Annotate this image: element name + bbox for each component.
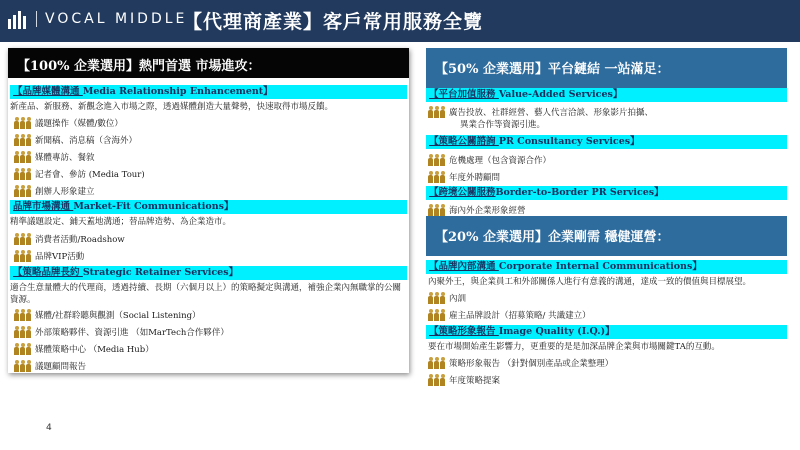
people-icon bbox=[428, 292, 445, 304]
list-item: 媒體策略中心 （Media Hub） bbox=[14, 340, 154, 357]
section-media-relations: 【品牌媒體溝通 Media Relationship Enhancement】 bbox=[10, 85, 407, 99]
list-item: 海內外企業形象經營 bbox=[428, 201, 526, 218]
list-item: 年度外聘顧問 bbox=[428, 168, 500, 185]
right-panel bbox=[426, 48, 787, 396]
left-panel bbox=[8, 48, 409, 373]
list-item: 品牌VIP活動 bbox=[14, 247, 84, 264]
platform-services-body bbox=[426, 88, 787, 216]
section-strategic-retainer: 【策略品牌長約 Strategic Retainer Services】 bbox=[10, 266, 407, 280]
brand-logo bbox=[8, 9, 187, 29]
list-item: 異業合作等資源引進。 bbox=[460, 120, 546, 130]
people-icon bbox=[14, 326, 31, 338]
section-pr-consultancy: 【策略公關諮詢 PR Consultancy Services】 bbox=[426, 135, 787, 149]
people-icon bbox=[428, 154, 445, 166]
right-panel-title-operations: 【20% 企業選用】企業剛需 穩健運營： bbox=[426, 216, 787, 256]
section-market-fit: 品牌市場溝通 Market-Fit Communications】 bbox=[10, 200, 407, 214]
people-icon bbox=[14, 250, 31, 262]
page-title: 【代理商產業】客戶常用服務全覽 bbox=[183, 11, 484, 33]
list-item: 創辦人形象建立 bbox=[14, 182, 95, 199]
people-icon bbox=[14, 309, 31, 321]
section-description: 適合生意量體大的代理商，透過持續、長期（六個月以上）的策略擬定與溝通，補強企業內無職掌的公關資源。 bbox=[10, 283, 402, 305]
people-icon bbox=[428, 204, 445, 216]
people-icon bbox=[428, 309, 445, 321]
list-item: 外部策略夥伴、資源引進 （如MarTech合作夥伴） bbox=[14, 323, 229, 340]
people-icon bbox=[14, 117, 31, 129]
header-bar bbox=[0, 0, 800, 42]
people-icon bbox=[14, 168, 31, 180]
people-icon bbox=[428, 106, 445, 118]
list-item: 新聞稿、消息稿（含海外） bbox=[14, 131, 137, 148]
list-item: 雇主品牌設計（招募策略/ 共識建立） bbox=[428, 306, 591, 323]
section-description: 要在市場開始產生影響力，更重要的是是加深品牌企業與市場關鍵TA的互動。 bbox=[428, 342, 720, 352]
list-item: 議題操作（媒體/數位） bbox=[14, 114, 123, 131]
list-item: 消費者活動/Roadshow bbox=[14, 230, 125, 247]
operations-services-body bbox=[426, 256, 787, 396]
people-icon bbox=[14, 134, 31, 146]
right-panel-title-platform: 【50% 企業選用】平台鏈結 一站滿足： bbox=[426, 48, 787, 88]
people-icon bbox=[428, 357, 445, 369]
list-item: 議題顧問報告 bbox=[14, 357, 86, 374]
section-description: 新產品、新服務、新觀念進入市場之際，透過媒體創造大量聲勢，快速取得市場反饋。 bbox=[10, 102, 334, 112]
left-panel-title: 【100% 企業選用】熱門首選 市場進攻： bbox=[8, 48, 409, 78]
list-item: 記者會、參訪 (Media Tour) bbox=[14, 165, 145, 182]
section-internal-comms: 【品牌內部溝通 Corporate Internal Communications】 bbox=[426, 260, 787, 274]
list-item: 媒體/社群聆聽與觀測（Social Listening） bbox=[14, 306, 201, 323]
section-value-added: 【平台加值服務 Value-Added Services】 bbox=[426, 88, 787, 102]
people-icon bbox=[14, 233, 31, 245]
logo-text: VOCAL MIDDLE bbox=[45, 11, 188, 27]
people-icon bbox=[428, 374, 445, 386]
page-number: 4 bbox=[46, 423, 52, 433]
section-image-quality: 【策略形象報告 Image Quality (I.Q.)】 bbox=[426, 325, 787, 339]
section-description: 精準議題設定、鋪天蓋地溝通；替品牌造勢、為企業造市。 bbox=[10, 217, 232, 227]
list-item: 內訓 bbox=[428, 289, 466, 306]
section-border-to-border: 【跨境公關服務Border-to-Border PR Services】 bbox=[426, 186, 787, 200]
section-description: 內聚外王，與企業員工和外部關係人進行有意義的溝通，達成一致的價值與目標展望。 bbox=[428, 277, 752, 287]
people-icon bbox=[14, 185, 31, 197]
list-item: 年度策略提案 bbox=[428, 371, 500, 388]
logo-bars-icon bbox=[8, 9, 26, 29]
people-icon bbox=[14, 360, 31, 372]
people-icon bbox=[14, 343, 31, 355]
people-icon bbox=[428, 171, 445, 183]
list-item: 廣告投放、社群經營、藝人代言洽談、形象影片拍攝、 bbox=[428, 105, 653, 119]
list-item: 危機處理（包含資源合作） bbox=[428, 151, 551, 168]
list-item: 媒體專訪、餐敘 bbox=[14, 148, 95, 165]
list-item: 策略形象報告 （針對個別產品或企業整理） bbox=[428, 354, 613, 371]
people-icon bbox=[14, 151, 31, 163]
